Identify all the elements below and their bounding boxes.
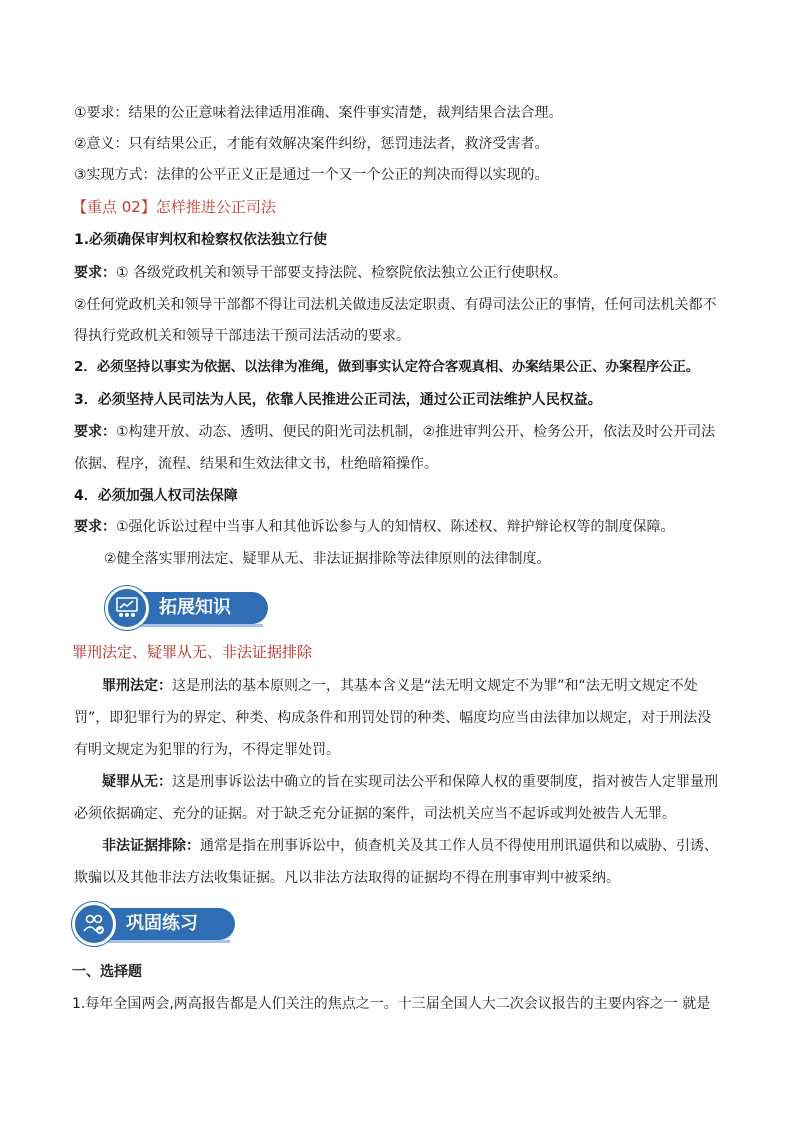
point-3-req-b: 依据、程序，流程、结果和生效法律文书，杜绝暗箱操作。 xyxy=(74,456,438,472)
banner-underline xyxy=(90,940,230,943)
term-1-line-a xyxy=(102,676,752,696)
group-check-icon xyxy=(72,902,116,946)
requirement-label: 要求： xyxy=(74,519,116,535)
point-1-req-1-text: ① 各级党政机关和领导干部要支持法院、检察院依法独立公正行使职权。 xyxy=(116,265,567,281)
point-1-req-1 xyxy=(74,263,724,283)
people-chart-icon xyxy=(105,586,149,630)
point-1-req-2a: ②任何党政机关和领导干部都不得让司法机关做违反法定职责、有碍司法公正的事情，任何司法机关都不 xyxy=(74,297,717,313)
term-3-line-a xyxy=(102,836,752,856)
point-4-heading: 4．必须加强人权司法保障 xyxy=(74,488,238,504)
practice-banner xyxy=(72,904,242,944)
point-4-req-2: ②健全落实罪刑法定、疑罪从无、非法证据排除等法律原则的法律制度。 xyxy=(104,551,551,567)
requirement-label: 要求： xyxy=(74,424,116,440)
term-3-text-a: 通常是指在刑事诉讼中，侦查机关及其工作人员不得使用刑讯逼供和以威胁、引诱、 xyxy=(200,838,718,854)
extension-banner xyxy=(105,588,275,628)
term-1-line-c: 有明文规定为犯罪的行为，不得定罪处罚。 xyxy=(74,742,340,758)
point-3-heading: 3．必须坚持人民司法为人民，依靠人民推进公正司法，通过公正司法维护人民权益。 xyxy=(74,392,602,408)
point-4-req-1 xyxy=(74,517,724,537)
extension-title: 罪刑法定、疑罪从无、非法证据排除 xyxy=(72,643,313,661)
term-1-label: 罪刑法定： xyxy=(102,678,172,694)
result-significance: ②意义：只有结果公正，才能有效解决案件纠纷，惩罚违法者，救济受害者。 xyxy=(74,136,549,152)
term-3-label: 非法证据排除： xyxy=(102,838,200,854)
point-2-heading: 2．必须坚持以事实为依据、以法律为准绳，做到事实认定符合客观真相、办案结果公正、办案程序公正。 xyxy=(74,360,700,375)
point-3-req-a-text: ①构建开放、动态、透明、便民的阳光司法机制，②推进审判公开、检务公开，依法及时公开司法 xyxy=(116,424,716,440)
term-2-line-a xyxy=(102,772,752,792)
term-3-line-b: 欺骗以及其他非法方法收集证据。凡以非法方法取得的证据均不得在刑事审判中被采纳。 xyxy=(74,870,620,886)
section-heading: 一、选择题 xyxy=(72,964,142,980)
term-2-text-a: 这是刑事诉讼法中确立的旨在实现司法公平和保障人权的重要制度，指对被告人定罪量刑 xyxy=(172,774,718,790)
term-2-label: 疑罪从无： xyxy=(102,774,172,790)
term-2-line-b: 必须依据确定、充分的证据。对于缺乏充分证据的案件，司法机关应当不起诉或判处被告人无罪。 xyxy=(74,806,676,822)
result-requirement: ①要求：结果的公正意味着法律适用准确、案件事实清楚，裁判结果合法合理。 xyxy=(74,105,563,121)
point-1-req-2b: 得执行党政机关和领导干部违法干预司法活动的要求。 xyxy=(74,328,410,344)
point-4-req-1-text: ①强化诉讼过程中当事人和其他诉讼参与人的知情权、陈述权、辩护辩论权等的制度保障。 xyxy=(116,519,675,535)
practice-banner-label: 巩固练习 xyxy=(126,913,198,934)
point-1-heading: 1.必须确保审判权和检察权依法独立行使 xyxy=(74,232,328,248)
banner-underline xyxy=(123,624,263,627)
point-3-req-a xyxy=(74,422,724,442)
result-method: ③实现方式：法律的公平正义正是通过一个又一个公正的判决而得以实现的。 xyxy=(74,167,549,183)
extension-banner-label: 拓展知识 xyxy=(159,597,231,618)
requirement-label: 要求： xyxy=(74,265,116,281)
key-point-title: 【重点 02】怎样推进公正司法 xyxy=(72,198,276,216)
question-1: 1.每年全国两会,两高报告都是人们关注的焦点之一。十三届全国人大二次会议报告的主要内容之一 就是 xyxy=(72,996,711,1012)
term-1-text-a: 这是刑法的基本原则之一，其基本含义是“法无明文规定不为罪”和“法无明文规定不处 xyxy=(172,678,698,694)
term-1-line-b: 罚”，即犯罪行为的界定、种类、构成条件和刑罚处罚的种类、幅度均应当由法律加以规定，对于刑法没 xyxy=(74,710,712,726)
